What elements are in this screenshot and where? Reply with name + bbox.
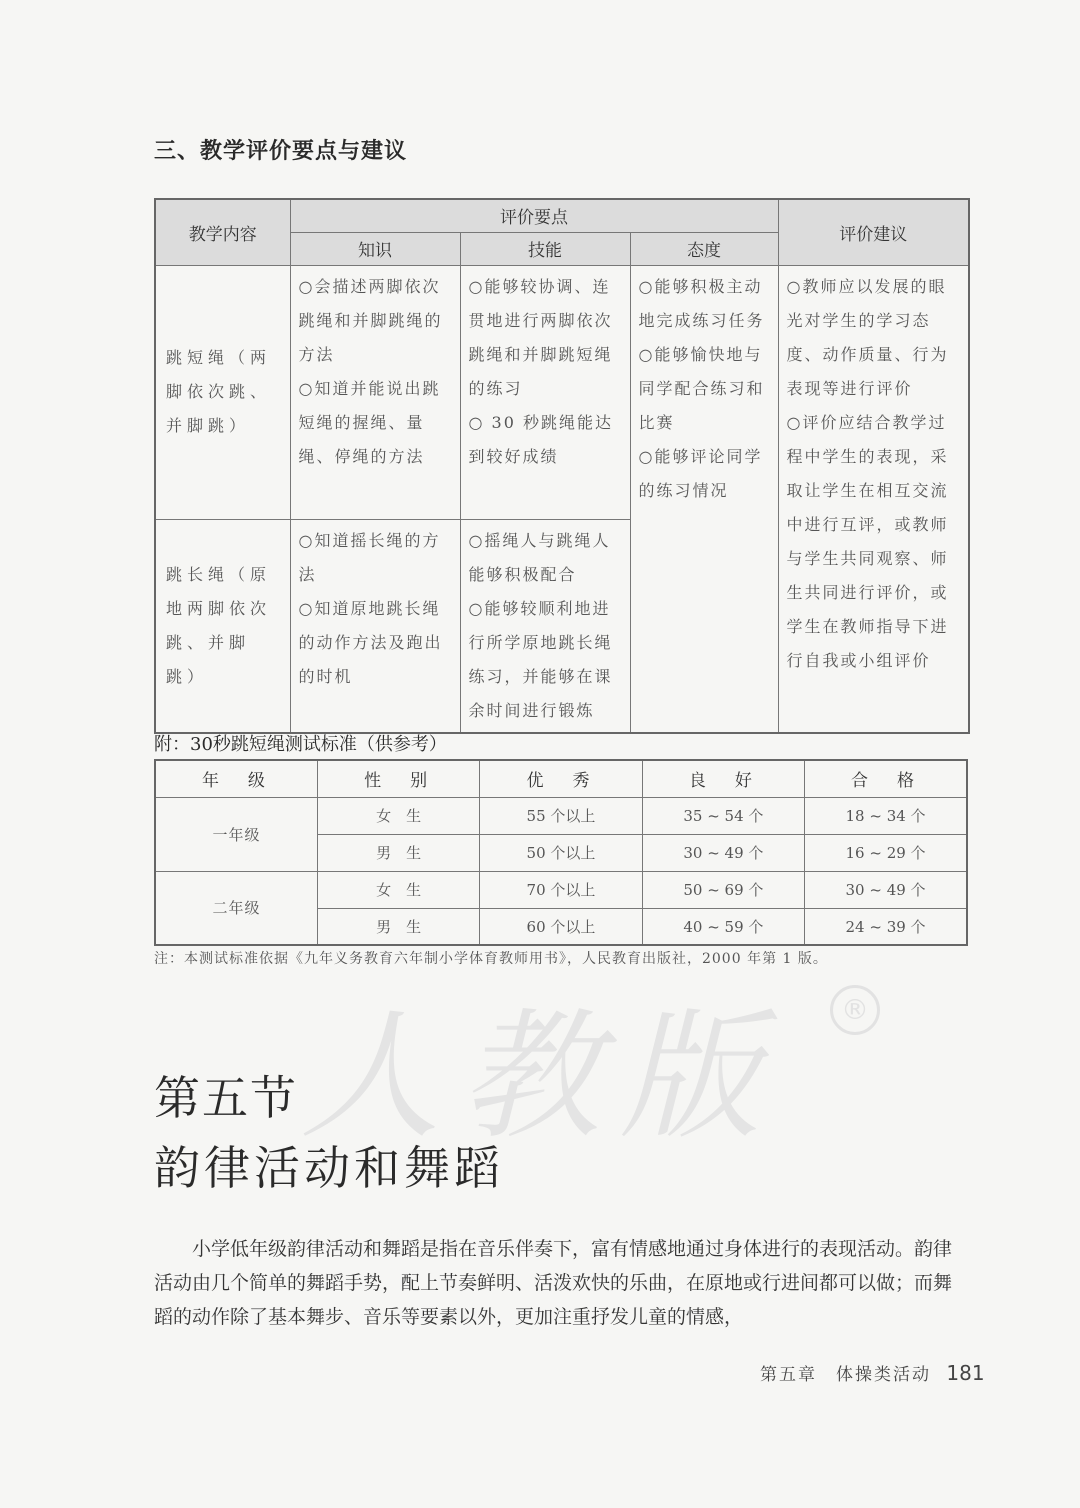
- row2-knowledge-item: ○知道摇长绳的方法: [298, 530, 441, 584]
- row1-knowledge-item: ○会描述两脚依次跳绳和并脚跳绳的方法: [298, 276, 443, 364]
- table-cell: 女 生: [317, 871, 479, 908]
- suggestion-cell: [778, 265, 969, 733]
- row2-knowledge: [290, 519, 460, 733]
- table-row: [155, 871, 967, 908]
- table-cell: 70 个以上: [480, 871, 642, 908]
- table-cell: 男 生: [317, 834, 479, 871]
- std-header: 良 好: [642, 760, 804, 797]
- table-cell: 35 ~ 54 个: [642, 797, 804, 834]
- table-cell: 50 ~ 69 个: [642, 871, 804, 908]
- header-points: 评价要点: [290, 199, 778, 232]
- row1-skill-item: ○能够较协调、连贯地进行两脚依次跳绳和并脚跳短绳的练习: [468, 276, 613, 398]
- header-attitude: 态度: [630, 232, 778, 265]
- section-heading: 三、教学评价要点与建议: [154, 139, 408, 164]
- header-knowledge: 知识: [290, 232, 460, 265]
- std-header: 年 级: [155, 760, 317, 797]
- grade-cell: 二年级: [155, 871, 317, 945]
- grade-cell: 一年级: [155, 797, 317, 871]
- row2-skill-item: ○能够较顺利地进行所学原地跳长绳练习，并能够在课余时间进行锻炼: [468, 598, 613, 720]
- page-number: 181: [946, 1361, 985, 1385]
- row1-knowledge: [290, 265, 460, 519]
- registered-mark-icon: ®: [830, 985, 880, 1035]
- table-cell: 30 ~ 49 个: [642, 834, 804, 871]
- header-content: 教学内容: [155, 199, 290, 265]
- page-footer: [760, 1360, 985, 1385]
- table-cell: 40 ~ 59 个: [642, 908, 804, 945]
- publisher-watermark: 人教版: [300, 996, 781, 1159]
- evaluation-table: [154, 198, 970, 734]
- standards-table: [154, 759, 968, 946]
- appendix-title: 附：30秒跳短绳测试标准（供参考）: [154, 734, 447, 755]
- table-cell: 24 ~ 39 个: [805, 908, 967, 945]
- table-cell: 30 ~ 49 个: [805, 871, 967, 908]
- suggestion-item: ○评价应结合教学过程中学生的表现，采取让学生在相互交流中进行互评，或教师与学生共同观察、师生共同进行评价，或学生在教师指导下进行自我或小组评价: [786, 412, 949, 670]
- table-cell: 男 生: [317, 908, 479, 945]
- footer-chapter: 第五章 体操类活动: [760, 1365, 931, 1385]
- row2-skill: [460, 519, 630, 733]
- std-header: 性 别: [317, 760, 479, 797]
- paragraph: 小学低年级韵律活动和舞蹈是指在音乐伴奏下，富有情感地通过身体进行的表现活动。韵律活动由几个简单的舞蹈手势，配上节奏鲜明、活泼欢快的乐曲，在原地或行进间都可以做；而舞蹈的动作除了基本舞步、音乐等要素以外，更加注重抒发儿童的情感，: [154, 1238, 953, 1328]
- row1-content: 跳短绳（两脚依次跳、并脚跳）: [155, 265, 290, 519]
- table-cell: 60 个以上: [480, 908, 642, 945]
- row1-knowledge-item: ○知道并能说出跳短绳的握绳、量绳、停绳的方法: [298, 378, 441, 466]
- table-row: [155, 797, 967, 834]
- attitude-item: ○能够评论同学的练习情况: [638, 446, 763, 500]
- table-cell: 18 ~ 34 个: [805, 797, 967, 834]
- attitude-item: ○能够积极主动地完成练习任务: [638, 276, 765, 330]
- std-header: 优 秀: [480, 760, 642, 797]
- table-cell: 55 个以上: [480, 797, 642, 834]
- table-note: 注：本测试标准依据《九年义务教育六年制小学体育教师用书》，人民教育出版社，2000 年第 1 版。: [154, 951, 828, 967]
- std-header: 合 格: [805, 760, 967, 797]
- header-suggestion: 评价建议: [778, 199, 969, 265]
- header-skill: 技能: [460, 232, 630, 265]
- body-text: [154, 1232, 968, 1334]
- suggestion-item: ○教师应以发展的眼光对学生的学习态度、动作质量、行为表现等进行评价: [786, 276, 949, 398]
- row2-content: 跳长绳（原地两脚依次跳、并脚跳）: [155, 519, 290, 733]
- row1-skill: [460, 265, 630, 519]
- table-cell: 50 个以上: [480, 834, 642, 871]
- attitude-cell: [630, 265, 778, 733]
- attitude-item: ○能够愉快地与同学配合练习和比赛: [638, 344, 765, 432]
- row2-knowledge-item: ○知道原地跳长绳的动作方法及跑出的时机: [298, 598, 443, 686]
- table-cell: 16 ~ 29 个: [805, 834, 967, 871]
- table-cell: 女 生: [317, 797, 479, 834]
- row1-skill-item: ○ 30 秒跳绳能达到较好成绩: [468, 412, 613, 466]
- row2-skill-item: ○摇绳人与跳绳人能够积极配合: [468, 530, 611, 584]
- section-number: 第五节: [154, 1071, 298, 1125]
- section-title: 韵律活动和舞蹈: [154, 1141, 504, 1195]
